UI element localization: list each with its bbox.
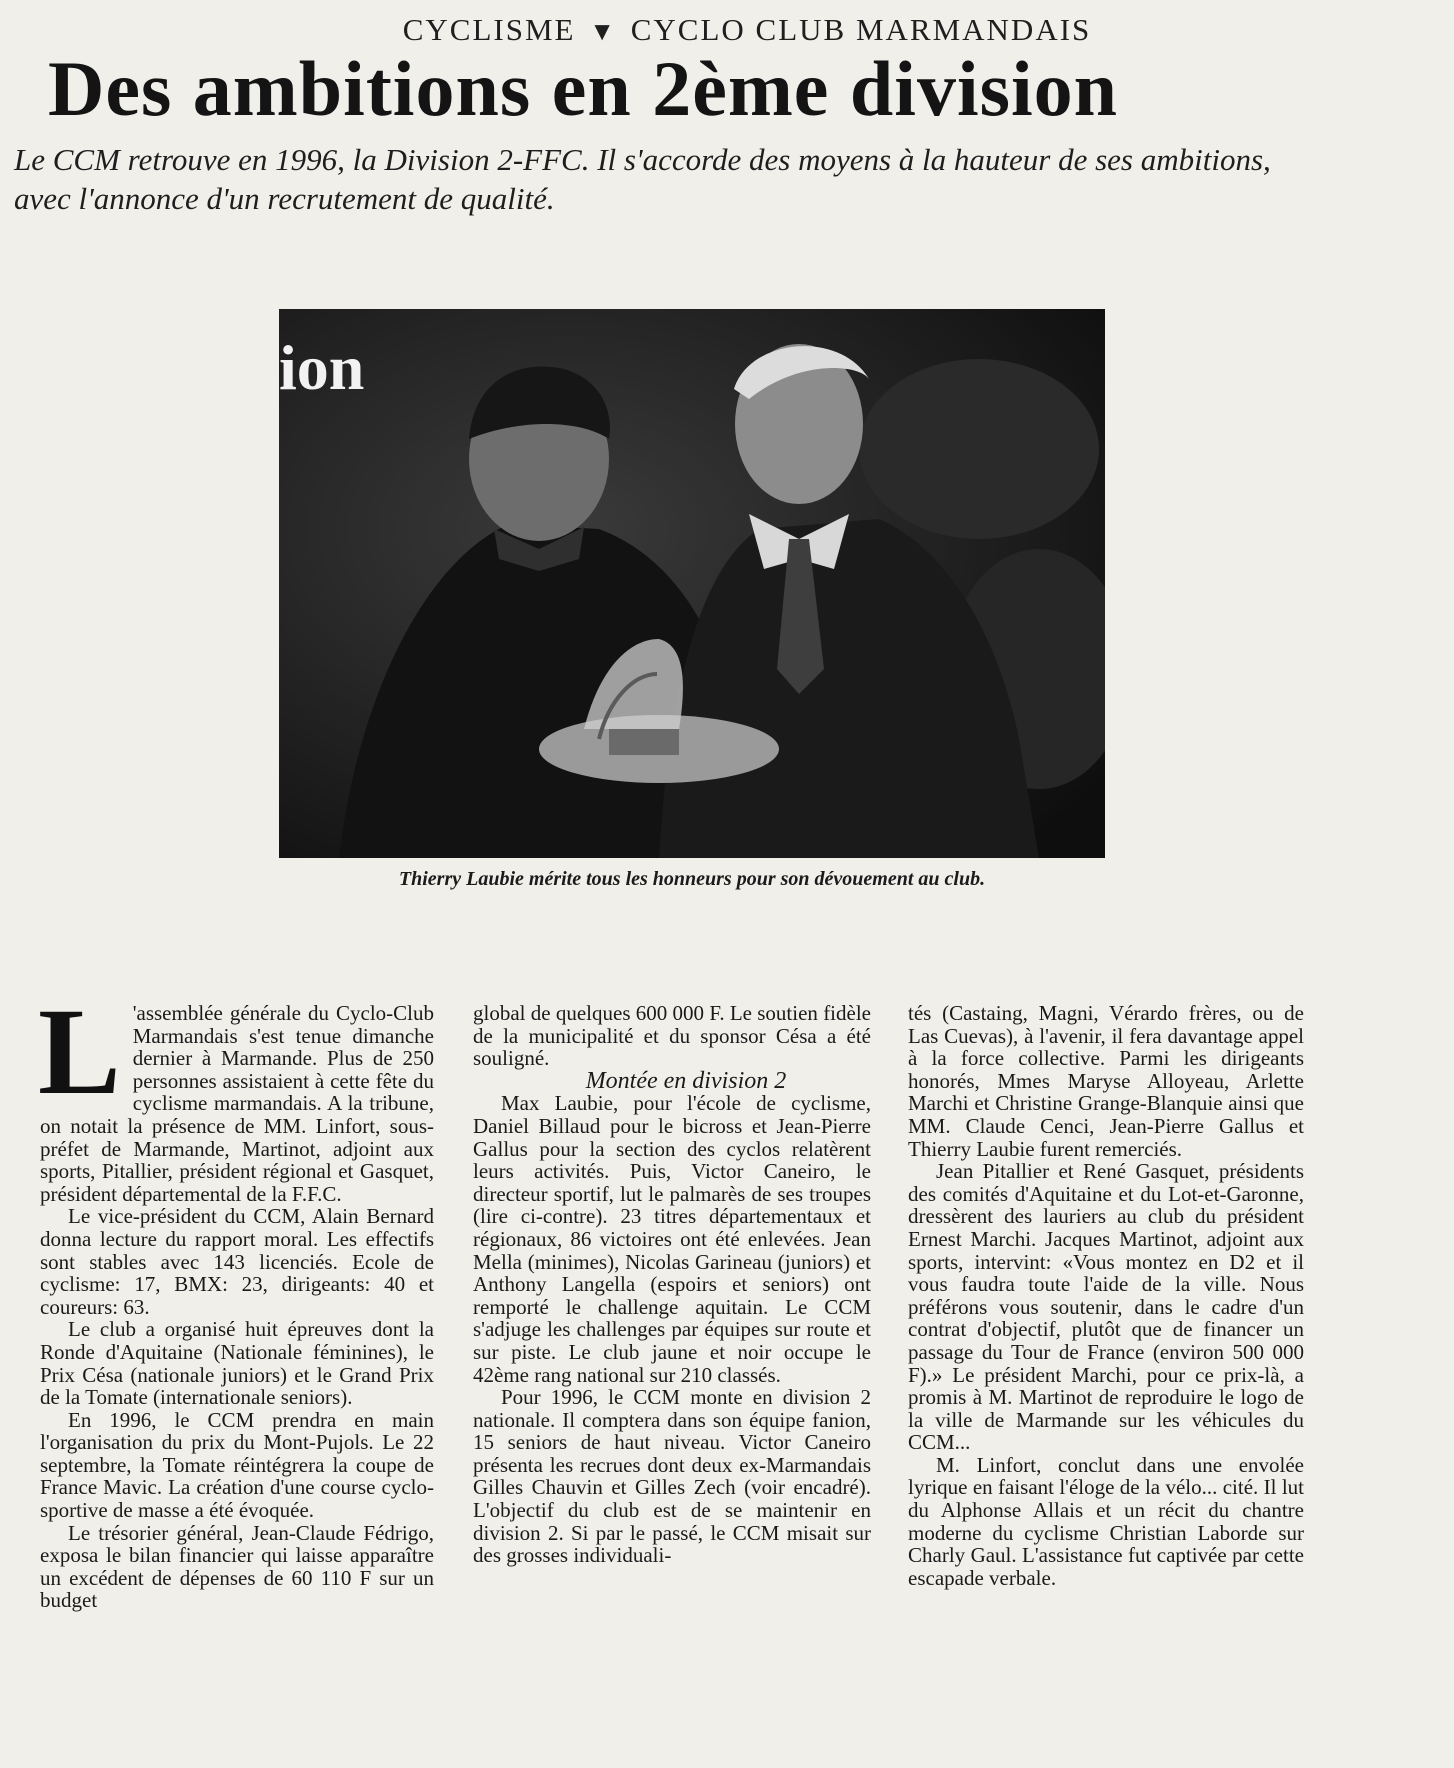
deck: Le CCM retrouve en 1996, la Division 2-FFC. Il s'accorde des moyens à la hauteur de ses ambitions, avec l'annonce d'un recrutement de qualité. bbox=[14, 142, 1271, 216]
paragraph: Le vice-président du CCM, Alain Bernard donna lecture du rapport moral. Les effectifs sont stables avec 143 licenciés. Ecole de cyclisme: 17, BMX: 23, dirigeants: 40 et coureurs: 63. bbox=[40, 1204, 434, 1319]
photo-caption: Thierry Laubie mérite tous les honneurs pour son dévouement au club. bbox=[398, 868, 986, 890]
paragraph: Pour 1996, le CCM monte en division 2 nationale. Il comptera dans son équipe fanion, 15 seniors de haut niveau. Victor Caneiro présenta les recrues dont deux ex-Marmandais Gilles Chauvin et Gilles Zech (voir encadré). L'objectif du club est de se maintenir en division 2. Si par le passé, le CCM misait sur des grosses individuali- bbox=[473, 1385, 871, 1568]
article-lead-paragraph bbox=[38, 983, 434, 1206]
paragraph: Jean Pitallier et René Gasquet, présidents des comités d'Aquitaine et du Lot-et-Garonne, dressèrent des lauriers au club du président Ernest Marchi. Jacques Martinot, adjoint aux sports, intervint: «Vous montez en D2 et il vous faudra toute l'aide de la ville. Nous préférons vous soutenir, dans le cadre d'un contrat d'objectif, plutôt que de financer un passage du Tour de France (environ 500 000 F).» Le président Marchi, pour ce prix-là, a promis à M. Martinot de reproduire le logo de la ville de Marmande sur les véhicules du CCM... bbox=[908, 1159, 1304, 1455]
paragraph: M. Linfort, conclut dans une envolée lyrique en faisant l'éloge de la vélo... cité. Il lut du Alphonse Allais et un récit du chantre moderne du cyclisme Christian Laborde sur Charly Gaul. L'assistance fut captivée par cette escapade verbale. bbox=[908, 1452, 1304, 1590]
headline: Des ambitions en 2ème division bbox=[48, 45, 1119, 132]
paragraph-text: 'assemblée générale du Cyclo-Club Marmandais s'est tenue dimanche dernier à Marmande. Plus de 250 personnes assistaient à cette fête du cyclisme marmandais. A la tribune, on notait la présence de MM. Linfort, sous-préfet de Marmande, Martinot, adjoint aux sports, Pitallier, président régional et Gasquet, président départemental de la F.F.C. bbox=[40, 1001, 434, 1206]
article-column-2 bbox=[473, 1002, 871, 1567]
paragraph: tés (Castaing, Magni, Vérardo frères, ou de Las Cuevas), à l'avenir, il fera davantage appel à la force collective. Parmi les dirigeants honorés, Mmes Maryse Alloyeau, Arlette Marchi et Christine Grange-Blanquie ainsi que MM. Claude Cenci, Jean-Pierre Gallus et Thierry Laubie furent remerciés. bbox=[908, 1001, 1304, 1161]
section-label: CYCLISME bbox=[402, 12, 576, 47]
article-column-1 bbox=[38, 983, 434, 1613]
subheading: Montée en division 2 bbox=[585, 1067, 787, 1094]
paragraph: global de quelques 600 000 F. Le soutien fidèle de la municipalité et du sponsor Césa a été souligné. bbox=[473, 1001, 871, 1071]
photo-overlay-text: ion bbox=[279, 332, 365, 403]
section-kicker bbox=[0, 12, 1454, 48]
photo-illustration bbox=[279, 309, 1105, 858]
drop-cap: L bbox=[38, 983, 121, 1120]
article-photo bbox=[279, 309, 1105, 858]
triangle-down-icon: ▼ bbox=[589, 17, 617, 46]
paragraph: En 1996, le CCM prendra en main l'organisation du prix du Mont-Pujols. Le 22 septembre, la Tomate réintégrera la coupe de France Mavic. La création d'une course cyclo-sportive de masse a été évoquée. bbox=[40, 1407, 434, 1523]
paragraph: Max Laubie, pour l'école de cyclisme, Daniel Billaud pour le bicross et Jean-Pierre Gallus pour la section des cyclos relatèrent leurs activités. Puis, Victor Caneiro, le directeur sportif, lut le palmarès de ses troupes (lire ci-contre). 23 titres départementaux et régionaux, 86 victoires ont été enlevées. Jean Mella (minimes), Nicolas Garineau (juniors) et Anthony Langella (espoirs et seniors) ont remporté le challenge aquitain. Le CCM s'adjuge les challenges par équipes sur route et sur piste. Le club jaune et noir occupe le 42ème rang national sur 210 classés. bbox=[473, 1091, 871, 1387]
paragraph: Le trésorier général, Jean-Claude Fédrigo, exposa le bilan financier qui laisse apparaître un excédent de dépenses de 60 110 F sur un budget bbox=[40, 1520, 434, 1613]
article-column-3 bbox=[908, 1002, 1304, 1589]
club-label: CYCLO CLUB MARMANDAIS bbox=[630, 12, 1092, 47]
paragraph: Le club a organisé huit épreuves dont la Ronde d'Aquitaine (Nationale féminines), le Prix Césa (nationale juniors) et le Grand Prix de la Tomate (internationale seniors). bbox=[40, 1317, 434, 1410]
